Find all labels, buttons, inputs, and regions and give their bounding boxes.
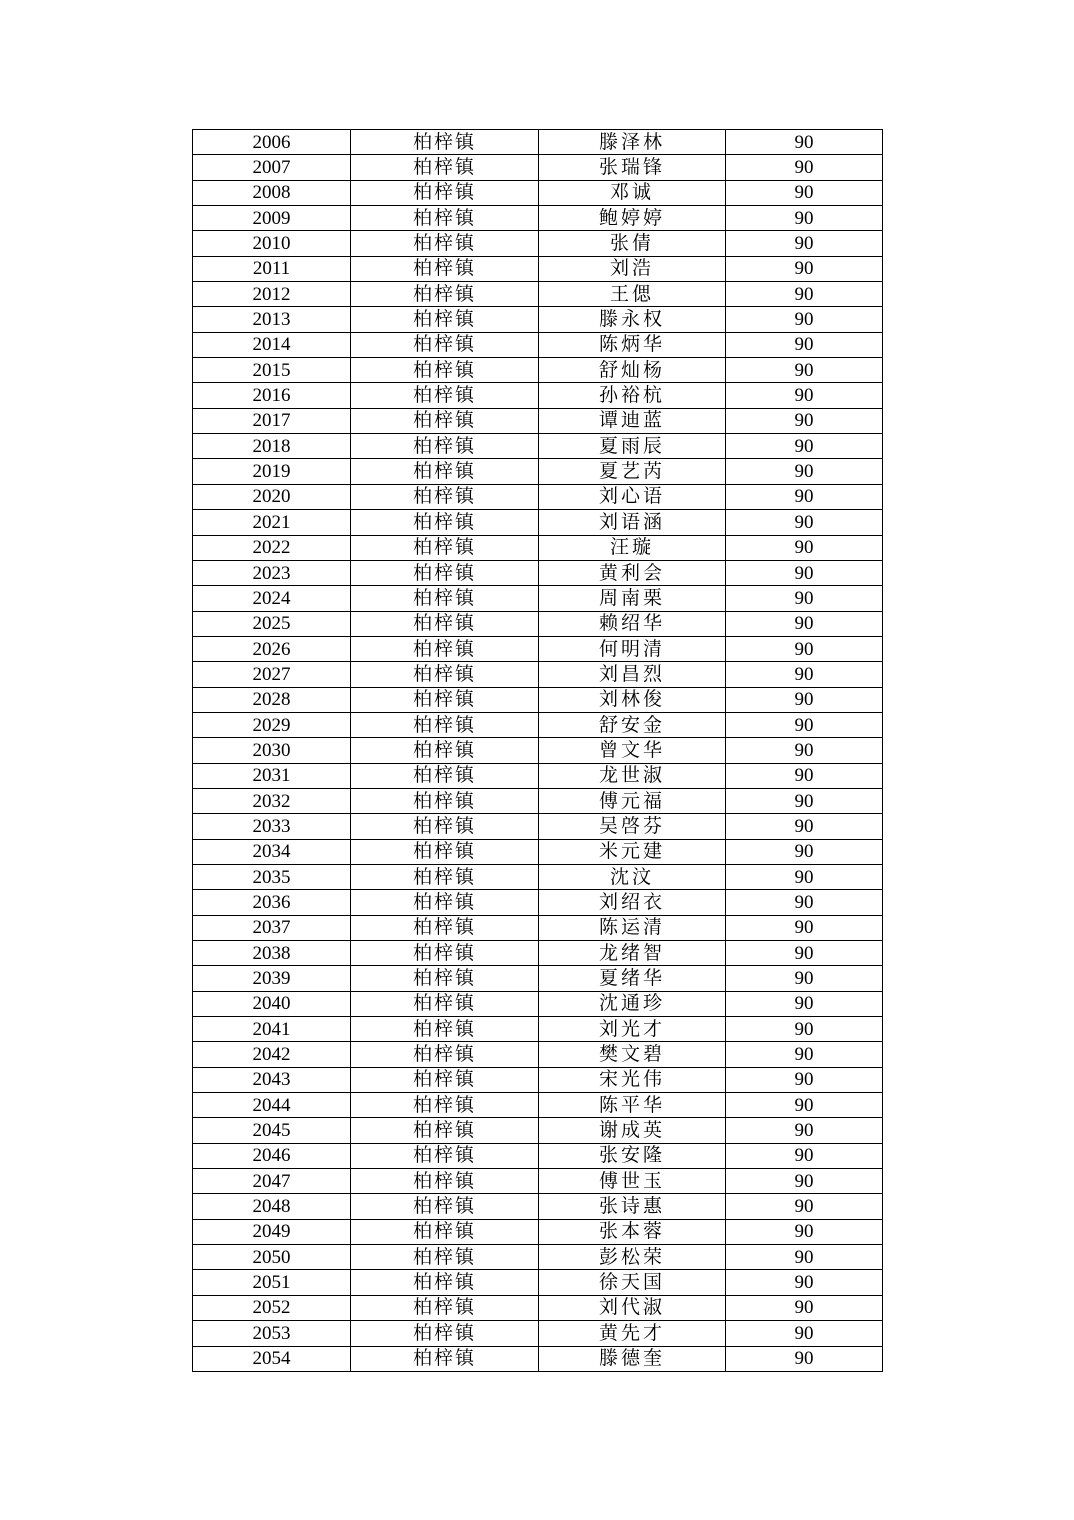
town-cell: 柏梓镇 [351,535,539,560]
person-name-cell: 彭松荣 [539,1245,726,1270]
score-cell: 90 [726,814,883,839]
table-row [193,459,883,484]
row-number-cell: 2032 [193,788,351,813]
score-cell: 90 [726,130,883,155]
town-cell: 柏梓镇 [351,890,539,915]
table-row [193,586,883,611]
table-row [193,180,883,205]
row-number-cell: 2047 [193,1169,351,1194]
table-row [193,687,883,712]
score-cell: 90 [726,1093,883,1118]
row-number-cell: 2010 [193,231,351,256]
table-row [193,1295,883,1320]
table-row [193,1270,883,1295]
row-number-cell: 2049 [193,1219,351,1244]
score-cell: 90 [726,712,883,737]
table-row [193,915,883,940]
score-cell: 90 [726,408,883,433]
score-cell: 90 [726,383,883,408]
person-name-cell: 王偲 [539,282,726,307]
row-number-cell: 2039 [193,966,351,991]
town-cell: 柏梓镇 [351,788,539,813]
town-cell: 柏梓镇 [351,864,539,889]
person-name-cell: 张安隆 [539,1143,726,1168]
person-name-cell: 张本蓉 [539,1219,726,1244]
table-row [193,1245,883,1270]
score-cell: 90 [726,332,883,357]
person-name-cell: 徐天国 [539,1270,726,1295]
person-name-cell: 舒安金 [539,712,726,737]
row-number-cell: 2026 [193,636,351,661]
town-cell: 柏梓镇 [351,560,539,585]
row-number-cell: 2020 [193,484,351,509]
row-number-cell: 2030 [193,738,351,763]
town-cell: 柏梓镇 [351,1346,539,1371]
person-name-cell: 陈炳华 [539,332,726,357]
row-number-cell: 2035 [193,864,351,889]
table-row [193,282,883,307]
row-number-cell: 2038 [193,941,351,966]
row-number-cell: 2024 [193,586,351,611]
town-cell: 柏梓镇 [351,130,539,155]
row-number-cell: 2013 [193,307,351,332]
town-cell: 柏梓镇 [351,991,539,1016]
town-cell: 柏梓镇 [351,1219,539,1244]
town-cell: 柏梓镇 [351,1093,539,1118]
town-cell: 柏梓镇 [351,738,539,763]
table-row [193,256,883,281]
town-cell: 柏梓镇 [351,1042,539,1067]
row-number-cell: 2052 [193,1295,351,1320]
person-name-cell: 滕永权 [539,307,726,332]
table-row [193,1042,883,1067]
table-row [193,864,883,889]
person-name-cell: 滕德奎 [539,1346,726,1371]
person-name-cell: 夏雨辰 [539,434,726,459]
town-cell: 柏梓镇 [351,1169,539,1194]
town-cell: 柏梓镇 [351,282,539,307]
person-name-cell: 刘语涵 [539,510,726,535]
table-row [193,1118,883,1143]
score-cell: 90 [726,307,883,332]
table-row [193,1143,883,1168]
score-cell: 90 [726,1143,883,1168]
town-cell: 柏梓镇 [351,1118,539,1143]
table-row [193,763,883,788]
table-row [193,307,883,332]
person-name-cell: 沈通珍 [539,991,726,1016]
person-name-cell: 刘绍衣 [539,890,726,915]
score-cell: 90 [726,738,883,763]
town-cell: 柏梓镇 [351,510,539,535]
row-number-cell: 2040 [193,991,351,1016]
person-name-cell: 宋光伟 [539,1067,726,1092]
table-row [193,611,883,636]
table-row [193,1346,883,1371]
town-cell: 柏梓镇 [351,383,539,408]
table-row [193,814,883,839]
score-cell: 90 [726,484,883,509]
town-cell: 柏梓镇 [351,662,539,687]
town-cell: 柏梓镇 [351,307,539,332]
town-cell: 柏梓镇 [351,408,539,433]
table-row [193,1321,883,1346]
person-name-cell: 夏艺芮 [539,459,726,484]
table-row [193,1219,883,1244]
score-cell: 90 [726,662,883,687]
person-name-cell: 黄先才 [539,1321,726,1346]
score-cell: 90 [726,839,883,864]
row-number-cell: 2033 [193,814,351,839]
town-cell: 柏梓镇 [351,1067,539,1092]
score-cell: 90 [726,687,883,712]
table-row [193,839,883,864]
score-cell: 90 [726,586,883,611]
table-row [193,738,883,763]
person-name-cell: 刘心语 [539,484,726,509]
person-name-cell: 孙裕杭 [539,383,726,408]
table-row [193,231,883,256]
town-cell: 柏梓镇 [351,180,539,205]
row-number-cell: 2022 [193,535,351,560]
person-name-cell: 樊文碧 [539,1042,726,1067]
town-cell: 柏梓镇 [351,839,539,864]
person-name-cell: 张倩 [539,231,726,256]
row-number-cell: 2048 [193,1194,351,1219]
score-cell: 90 [726,941,883,966]
town-cell: 柏梓镇 [351,763,539,788]
score-cell: 90 [726,1017,883,1042]
row-number-cell: 2016 [193,383,351,408]
row-number-cell: 2008 [193,180,351,205]
score-cell: 90 [726,358,883,383]
score-cell: 90 [726,991,883,1016]
table-row [193,1017,883,1042]
person-name-cell: 周南栗 [539,586,726,611]
town-cell: 柏梓镇 [351,1245,539,1270]
row-number-cell: 2018 [193,434,351,459]
person-name-cell: 赖绍华 [539,611,726,636]
person-name-cell: 刘代淑 [539,1295,726,1320]
row-number-cell: 2045 [193,1118,351,1143]
town-cell: 柏梓镇 [351,1143,539,1168]
row-number-cell: 2017 [193,408,351,433]
score-cell: 90 [726,915,883,940]
person-name-cell: 黄利会 [539,560,726,585]
score-cell: 90 [726,1067,883,1092]
row-number-cell: 2043 [193,1067,351,1092]
row-number-cell: 2009 [193,206,351,231]
person-name-cell: 鲍婷婷 [539,206,726,231]
row-number-cell: 2012 [193,282,351,307]
town-cell: 柏梓镇 [351,206,539,231]
row-number-cell: 2053 [193,1321,351,1346]
table-row [193,510,883,535]
score-cell: 90 [726,1270,883,1295]
town-cell: 柏梓镇 [351,636,539,661]
row-number-cell: 2027 [193,662,351,687]
score-cell: 90 [726,1346,883,1371]
score-cell: 90 [726,231,883,256]
score-cell: 90 [726,535,883,560]
person-name-cell: 傅元福 [539,788,726,813]
town-cell: 柏梓镇 [351,434,539,459]
person-name-cell: 陈平华 [539,1093,726,1118]
table-row [193,1169,883,1194]
score-cell: 90 [726,1295,883,1320]
row-number-cell: 2050 [193,1245,351,1270]
row-number-cell: 2036 [193,890,351,915]
row-number-cell: 2028 [193,687,351,712]
person-name-cell: 米元建 [539,839,726,864]
row-number-cell: 2044 [193,1093,351,1118]
person-name-cell: 龙绪智 [539,941,726,966]
table-row [193,130,883,155]
town-cell: 柏梓镇 [351,358,539,383]
town-cell: 柏梓镇 [351,155,539,180]
row-number-cell: 2037 [193,915,351,940]
row-number-cell: 2046 [193,1143,351,1168]
row-number-cell: 2006 [193,130,351,155]
table-row [193,890,883,915]
town-cell: 柏梓镇 [351,1270,539,1295]
person-name-cell: 何明清 [539,636,726,661]
roster-table [192,129,883,1372]
row-number-cell: 2031 [193,763,351,788]
table-row [193,358,883,383]
table-row [193,1194,883,1219]
person-name-cell: 龙世淑 [539,763,726,788]
score-cell: 90 [726,510,883,535]
table-row [193,662,883,687]
table-row [193,155,883,180]
score-cell: 90 [726,1245,883,1270]
row-number-cell: 2054 [193,1346,351,1371]
score-cell: 90 [726,636,883,661]
score-cell: 90 [726,788,883,813]
score-cell: 90 [726,1118,883,1143]
row-number-cell: 2021 [193,510,351,535]
town-cell: 柏梓镇 [351,256,539,281]
roster-table-body [193,130,883,1372]
person-name-cell: 刘光才 [539,1017,726,1042]
score-cell: 90 [726,1169,883,1194]
person-name-cell: 张诗惠 [539,1194,726,1219]
person-name-cell: 沈汶 [539,864,726,889]
person-name-cell: 刘昌烈 [539,662,726,687]
person-name-cell: 张瑞锋 [539,155,726,180]
town-cell: 柏梓镇 [351,1194,539,1219]
town-cell: 柏梓镇 [351,687,539,712]
person-name-cell: 刘浩 [539,256,726,281]
score-cell: 90 [726,864,883,889]
person-name-cell: 吴啓芬 [539,814,726,839]
town-cell: 柏梓镇 [351,231,539,256]
table-row [193,206,883,231]
table-row [193,941,883,966]
row-number-cell: 2019 [193,459,351,484]
town-cell: 柏梓镇 [351,814,539,839]
person-name-cell: 陈运清 [539,915,726,940]
table-row [193,788,883,813]
row-number-cell: 2011 [193,256,351,281]
row-number-cell: 2023 [193,560,351,585]
person-name-cell: 曾文华 [539,738,726,763]
town-cell: 柏梓镇 [351,1321,539,1346]
table-row [193,332,883,357]
score-cell: 90 [726,1219,883,1244]
table-row [193,535,883,560]
person-name-cell: 刘林俊 [539,687,726,712]
row-number-cell: 2015 [193,358,351,383]
town-cell: 柏梓镇 [351,611,539,636]
town-cell: 柏梓镇 [351,915,539,940]
score-cell: 90 [726,434,883,459]
table-row [193,966,883,991]
score-cell: 90 [726,560,883,585]
score-cell: 90 [726,1042,883,1067]
town-cell: 柏梓镇 [351,332,539,357]
town-cell: 柏梓镇 [351,712,539,737]
score-cell: 90 [726,256,883,281]
person-name-cell: 谢成英 [539,1118,726,1143]
town-cell: 柏梓镇 [351,484,539,509]
row-number-cell: 2042 [193,1042,351,1067]
row-number-cell: 2014 [193,332,351,357]
table-row [193,560,883,585]
town-cell: 柏梓镇 [351,459,539,484]
score-cell: 90 [726,1321,883,1346]
table-row [193,484,883,509]
score-cell: 90 [726,611,883,636]
person-name-cell: 汪璇 [539,535,726,560]
row-number-cell: 2007 [193,155,351,180]
table-row [193,408,883,433]
score-cell: 90 [726,282,883,307]
table-row [193,1067,883,1092]
score-cell: 90 [726,763,883,788]
row-number-cell: 2041 [193,1017,351,1042]
person-name-cell: 夏绪华 [539,966,726,991]
town-cell: 柏梓镇 [351,1295,539,1320]
score-cell: 90 [726,966,883,991]
table-row [193,712,883,737]
town-cell: 柏梓镇 [351,966,539,991]
score-cell: 90 [726,890,883,915]
table-row [193,434,883,459]
person-name-cell: 邓诚 [539,180,726,205]
row-number-cell: 2025 [193,611,351,636]
person-name-cell: 舒灿杨 [539,358,726,383]
row-number-cell: 2051 [193,1270,351,1295]
table-row [193,636,883,661]
town-cell: 柏梓镇 [351,586,539,611]
row-number-cell: 2029 [193,712,351,737]
row-number-cell: 2034 [193,839,351,864]
score-cell: 90 [726,206,883,231]
person-name-cell: 谭迪蓝 [539,408,726,433]
table-row [193,991,883,1016]
score-cell: 90 [726,155,883,180]
table-row [193,383,883,408]
person-name-cell: 傅世玉 [539,1169,726,1194]
score-cell: 90 [726,180,883,205]
score-cell: 90 [726,1194,883,1219]
person-name-cell: 滕泽林 [539,130,726,155]
score-cell: 90 [726,459,883,484]
town-cell: 柏梓镇 [351,941,539,966]
table-row [193,1093,883,1118]
town-cell: 柏梓镇 [351,1017,539,1042]
